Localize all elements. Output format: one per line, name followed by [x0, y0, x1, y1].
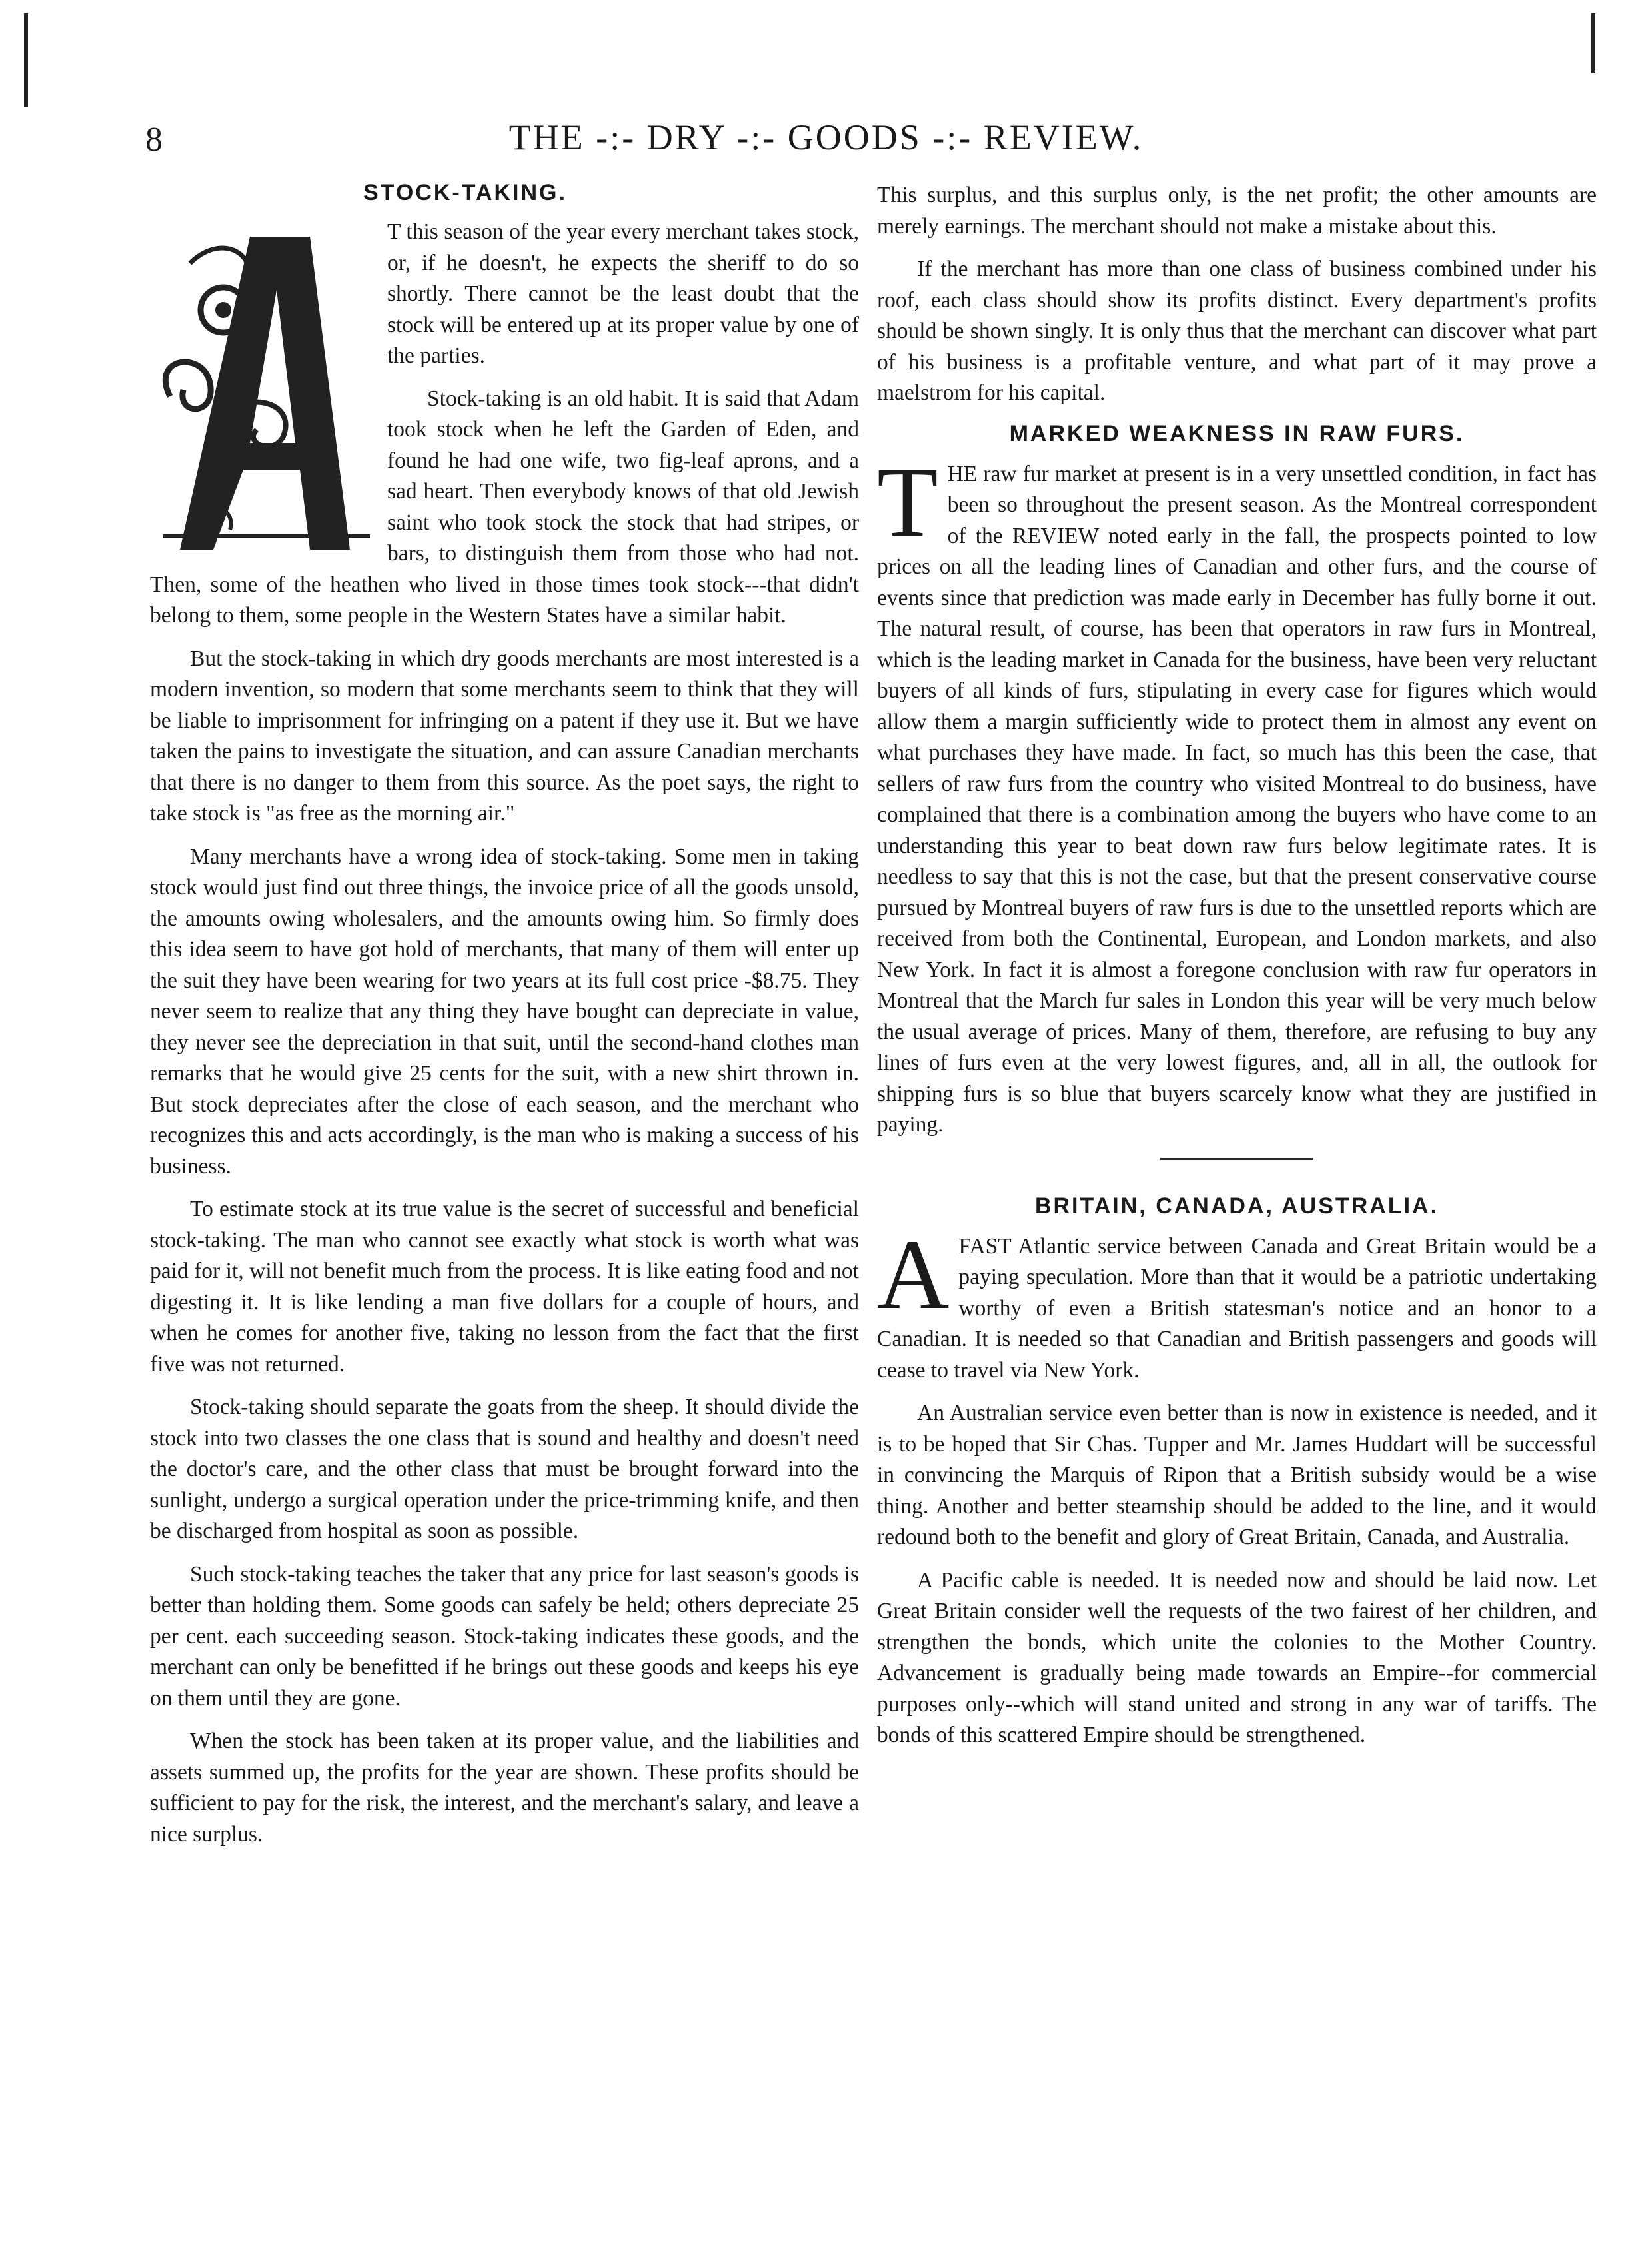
- raw-furs-drop-cap: T: [877, 446, 938, 558]
- stock-taking-paragraph: This surplus, and this surplus only, is the net profit; the other amounts are merely earnings. The merchant should not make a mistake about this.: [877, 183, 1597, 239]
- page-number: 8: [145, 121, 163, 159]
- stock-taking-paragraph: T this season of the year every merchant takes stock, or, if he doesn't, he expects the sheriff to do so shortly. There cannot be the least doubt that the stock will be entered up at its proper value by one of the parties.: [387, 219, 859, 368]
- stock-taking-paragraph: If the merchant has more than one class of business combined under his roof, each class should show its profits distinct. Every department's profits should be shown singly. It is only thus that the merchant can discover what part of his business is a profitable venture, and what part of it may prove a maelstrom for his capital.: [877, 257, 1597, 405]
- stock-taking-title: STOCK-TAKING.: [363, 180, 567, 205]
- stock-taking-paragraph: Many merchants have a wrong idea of stock-taking. Some men in taking stock would just find out three things, the invoice price of all the goods unsold, the amounts owing wholesalers, and the amounts owing him. So firmly does this idea seem to have got hold of merchants, that many of them will enter up the suit they have been wearing for two years at its full cost price -$8.75. They never seem to realize that any thing they have bought can depreciate in value, they never see the depreciation in that suit, until the second-hand clothes man remarks that he would give 25 cents for the suit, with a new shirt thrown in. But stock depreciates after the close of each season, and the merchant who recognizes this and acts accordingly, is the man who is making a success of his business.: [150, 844, 859, 1179]
- left-column: [150, 180, 859, 1862]
- stock-taking-paragraph: But the stock-taking in which dry goods merchants are most interested is a modern invention, so modern that some merchants seem to think that they will be liable to imprisonment for infringing on a patent if they use it. But we have taken the pains to investigate the situation, and can assure Canadian merchants that there is no danger to them from this source. As the poet says, the right to take stock is "as free as the morning air.": [150, 646, 859, 826]
- ornamental-initial-a-icon: [150, 217, 377, 563]
- raw-furs-title: MARKED WEAKNESS IN RAW FURS.: [1009, 420, 1465, 446]
- britain-paragraph: A Pacific cable is needed. It is needed now and should be laid now. Let Great Britain consider well the requests of the two fairest of her children, and strengthen the bonds, which unite the colonies to the Mother Country. Advancement is gradually being made towards an Empire--for commercial purposes only--which will stand united and strong in any war of tariffs. The bonds of this scattered Empire should be strengthened.: [877, 1567, 1597, 1747]
- britain-title: BRITAIN, CANADA, AUSTRALIA.: [1034, 1193, 1439, 1219]
- stock-taking-paragraph: To estimate stock at its true value is the secret of successful and beneficial stock-taking. The man who cannot see exactly what stock is worth what was paid for it, will not benefit much from the process. It is like eating food and not digesting it. It is like lending a man five dollars for a couple of hours, and when he comes for another five, taking no lesson from the fact that the first five was not returned.: [150, 1197, 859, 1377]
- right-column: [877, 180, 1597, 1763]
- stock-taking-paragraph: Stock-taking is an old habit. It is said that Adam took stock when he left the Garden of Eden, and found he had one wife, two fig-leaf aprons, and a sad heart. Then everybody knows of that old Jewish saint who took stock the stock that had stripes, or bars, to distinguish them from those who had not. Then, some of the heathen who lived in those times took stock---that didn't belong to them, some people in the Western States have a similar habit.: [150, 386, 859, 628]
- stock-taking-paragraph: When the stock has been taken at its proper value, and the liabilities and assets summed up, the profits for the year are shown. These profits should be sufficient to pay for the risk, the interest, and the merchant's salary, and leave a nice surplus.: [150, 1729, 859, 1847]
- section-divider: [1160, 1158, 1313, 1160]
- britain-paragraph: An Australian service even better than is now in existence is needed, and it is to be hoped that Sir Chas. Tupper and Mr. James Huddart will be successful in convincing the Marquis of Ripon that a British subsidy would be a wise thing. Another and better steamship should be added to the line, and it would redound both to the benefit and glory of Great Britain, Canada, and Australia.: [877, 1401, 1597, 1549]
- stock-taking-paragraph: Such stock-taking teaches the taker that any price for last season's goods is better than holding them. Some goods can safely be held; others depreciate 25 per cent. each succeeding season. Stock-taking indicates these goods, and the merchant can only be benefitted if he brings out these goods and keeps his eye on them until they are gone.: [150, 1561, 859, 1711]
- raw-furs-text: HE raw fur market at present is in a very unsettled condition, in fact has been so throughout the present season. As the Montreal correspondent of the REVIEW noted early in the fall, the prospects pointed to low prices on all the leading lines of Canadian and other furs, and the course of events since that prediction was made early in December has fully borne it out. The natural result, of course, has been that operators in raw furs in Montreal, which is the leading market in Canada for the business, have been very reluctant buyers of all kinds of furs, stipulating in every case for figures which would allow them a margin sufficiently wide to protect them in almost any event on what purchases they have made. In fact, so much has this been the case, that sellers of raw furs from the country who visited Montreal to do business, have complained that there is a combination among the buyers who have come to an understanding this year to beat down raw furs below legitimate rates. It is needless to say that this is not the case, but that the present conservative course pursued by Montreal buyers of raw furs is due to the unsettled reports which are received from both the Continental, European, and London markets, and also New York. In fact it is almost a foregone conclusion with raw fur operators in Montreal that the March fur sales in London this year will be very much below the usual average of prices. Many of them, therefore, are refusing to buy any lines of furs even at the very lowest figures, and, all in all, the outlook for shipping furs is so blue that buyers scarcely know what they are justified in paying.: [877, 461, 1597, 1137]
- stock-taking-paragraph: Stock-taking should separate the goats from the sheep. It should divide the stock into two classes the one class that is sound and healthy and doesn't need the doctor's care, and the other class that must be brought forward into the sunlight, undergo a surgical operation under the price-trimming knife, and then be discharged from hospital as soon as possible.: [150, 1395, 859, 1543]
- ornamental-initial-a: [150, 217, 377, 563]
- raw-furs-paragraph: [877, 446, 1597, 1141]
- page-edge-mark: [1591, 13, 1595, 73]
- britain-paragraph: [877, 1219, 1597, 1387]
- page-edge-mark: [24, 13, 28, 107]
- britain-drop-cap: A: [877, 1219, 950, 1330]
- running-head: THE -:- DRY -:- GOODS -:- REVIEW.: [508, 117, 1144, 157]
- britain-text: FAST Atlantic service between Canada and Great Britain would be a paying speculation. More than that it would be a patriotic undertaking worthy of even a British statesman's notice and an honor to a Canadian. It is needed so that Canadian and British passengers and goods will cease to travel via New York.: [877, 1233, 1597, 1383]
